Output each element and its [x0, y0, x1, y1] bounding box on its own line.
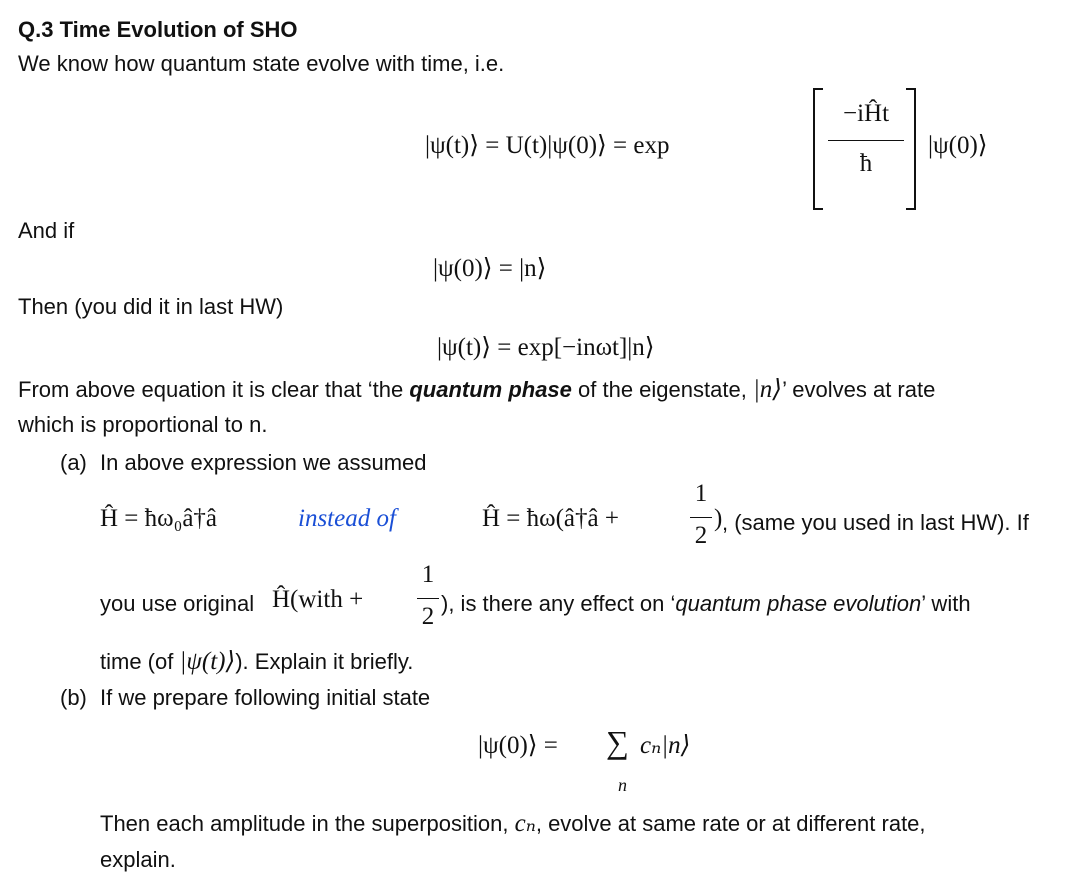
sum-index: n — [618, 775, 627, 795]
part-a-line2-rest — [441, 590, 971, 618]
part-b-line-math: cₙ — [514, 810, 536, 837]
half-numerator: 1 — [694, 480, 708, 507]
eq1-rhs: |ψ(0)⟩ — [928, 132, 988, 159]
part-a-after: , (same you used in last HW). If — [722, 510, 1029, 535]
part-a-eq-left: Ĥ = ħω₀â†â — [100, 505, 218, 532]
equation-initial-state: |ψ(0)⟩ = |n⟩ — [433, 255, 547, 282]
line3-pre: time (of — [100, 649, 180, 674]
half2-fraction-bar — [417, 598, 439, 599]
intro-text: We know how quantum state evolve with time, i.e. — [18, 51, 505, 76]
part-a-line2-math: Ĥ(with + — [272, 586, 364, 613]
eq1-right-bracket — [906, 88, 916, 210]
eq1-denominator: ħ — [859, 150, 873, 177]
eq1-numerator: −iĤt — [842, 100, 890, 127]
part-b-eq-rhs: cₙ|n⟩ — [640, 732, 691, 759]
line2-post: , is there any effect on ‘ — [448, 591, 676, 616]
phase-evolution-emphasis: quantum phase evolution — [675, 591, 922, 616]
part-b-line-post: , evolve at same rate or at different rate, — [535, 811, 926, 836]
para-part2: of the eigenstate, — [571, 377, 753, 402]
half2-numerator: 1 — [421, 561, 435, 588]
eq1-left-bracket — [813, 88, 823, 210]
eq-right-post: ) — [714, 505, 723, 532]
line3-math: |ψ(t)⟩ — [179, 648, 236, 675]
para-ket: |n⟩ — [752, 376, 783, 403]
part-b-question-line2: explain. — [100, 847, 176, 872]
eq1-fraction-bar — [828, 140, 904, 141]
eq1-lhs: |ψ(t)⟩ = U(t)|ψ(0)⟩ = exp — [425, 132, 670, 159]
part-b-text: If we prepare following initial state — [100, 685, 431, 710]
half2-denominator: 2 — [421, 603, 435, 630]
equation-evolved-state: |ψ(t)⟩ = exp[−inωt]|n⟩ — [437, 334, 655, 361]
then-text: Then (you did it in last HW) — [18, 294, 284, 319]
phase-paragraph-line1 — [18, 376, 935, 404]
part-b-question-line1 — [100, 810, 926, 838]
instead-of-text: instead of — [298, 505, 396, 532]
part-a-line3 — [100, 648, 413, 676]
part-b-eq-lhs: |ψ(0)⟩ = — [478, 732, 558, 759]
half-denominator: 2 — [694, 522, 708, 549]
part-a-eq-right — [482, 505, 619, 533]
part-b-line-pre: Then each amplitude in the superposition, — [100, 811, 515, 836]
para-part3: ’ evolves at rate — [782, 377, 936, 402]
part-a-line2-pre: you use original — [100, 591, 255, 616]
and-if-text: And if — [18, 218, 75, 243]
part-a-text: In above expression we assumed — [100, 450, 427, 475]
half-fraction-bar — [690, 517, 712, 518]
sum-symbol: ∑ — [606, 724, 629, 760]
part-a-label: (a) — [60, 450, 87, 475]
para-part1: From above equation it is clear that ‘the — [18, 377, 410, 402]
eq-right-pre: Ĥ = ħω(â†â + — [482, 505, 619, 532]
line2-post-math: ) — [441, 591, 449, 616]
part-b-label: (b) — [60, 685, 87, 710]
question-title: Q.3 Time Evolution of SHO — [18, 17, 298, 42]
line2-end: ’ with — [921, 591, 971, 616]
phase-paragraph-line2: which is proportional to n. — [18, 412, 268, 437]
line3-post: ). Explain it briefly. — [235, 649, 414, 674]
quantum-phase-emphasis: quantum phase — [409, 377, 572, 402]
